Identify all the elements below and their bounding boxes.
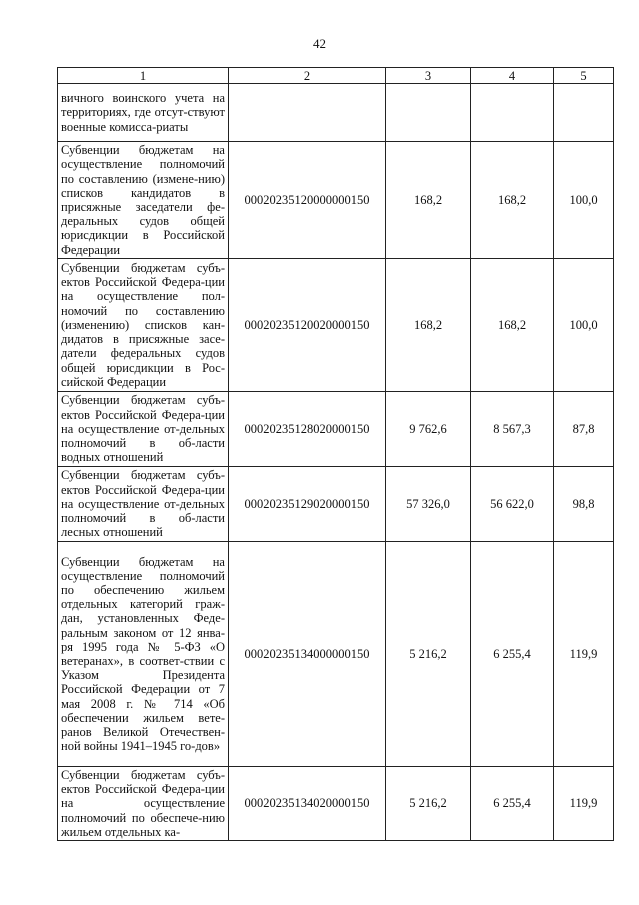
row-name-cell: Субвенции бюджетам субъ-ектов Российской Федера-ции на осуществление от-дельных полномочий в об-ласти водных отношений [58,392,229,467]
row-col4-cell: 56 622,0 [471,467,554,542]
table-row [58,467,614,542]
row-code-cell: 00020235134000000150 [229,542,386,767]
row-col4-cell: 6 255,4 [471,767,554,841]
page-number: 42 [313,36,326,51]
table-row [58,767,614,841]
row-col5-cell: 100,0 [554,142,614,259]
column-header-3: 3 [386,68,471,84]
row-code-cell: 00020235134020000150 [229,767,386,841]
column-header-2: 2 [229,68,386,84]
row-col4-cell: 8 567,3 [471,392,554,467]
table-row [58,259,614,392]
row-col3-cell: 9 762,6 [386,392,471,467]
row-code-cell: 00020235129020000150 [229,467,386,542]
row-col3-cell: 168,2 [386,259,471,392]
table-row [58,84,614,142]
row-col3-cell [386,84,471,142]
row-name-cell: Субвенции бюджетам субъ-ектов Российской Федера-ции на осуществление от-дельных полномочий в об-ласти лесных отношений [58,467,229,542]
row-col3-cell: 5 216,2 [386,542,471,767]
row-code-cell: 00020235120000000150 [229,142,386,259]
column-header-5: 5 [554,68,614,84]
row-col5-cell: 119,9 [554,767,614,841]
table-row [58,392,614,467]
row-col5-cell: 100,0 [554,259,614,392]
row-col5-cell: 87,8 [554,392,614,467]
budget-table [57,67,614,841]
row-col3-cell: 5 216,2 [386,767,471,841]
row-col3-cell: 168,2 [386,142,471,259]
row-col4-cell [471,84,554,142]
table-row [58,542,614,767]
row-name-cell: Субвенции бюджетам на осуществление полномочий по обеспечению жильем отдельных категорий граж-дан, установленных Феде-ральным законом от 12 янва-ря 1995 года № 5-ФЗ «О ветеранах», в соответ-ствии с Указом Президента Российской Федерации от 7 мая 2008 г. № 714 «Об обеспечении жильем вете-ранов Великой Отечествен-ной войны 1941–1945 го-дов» [58,542,229,767]
row-name-cell: Субвенции бюджетам субъ-ектов Российской Федера-ции на осуществление пол-номочий по составлению (изменению) списков кан-дидатов в присяжные засе-датели федеральных судов общей юрисдикции в Рос-сийской Федерации [58,259,229,392]
row-col4-cell: 168,2 [471,259,554,392]
row-name-cell: вичного воинского учета на территориях, где отсут-ствуют военные комисса-риаты [58,84,229,142]
row-code-cell: 00020235120020000150 [229,259,386,392]
row-code-cell [229,84,386,142]
row-col5-cell [554,84,614,142]
table-header-row [58,68,614,84]
table-row [58,142,614,259]
row-code-cell: 00020235128020000150 [229,392,386,467]
row-col3-cell: 57 326,0 [386,467,471,542]
row-col5-cell: 119,9 [554,542,614,767]
column-header-1: 1 [58,68,229,84]
row-name-cell: Субвенции бюджетам на осуществление полномочий по составлению (измене-нию) списков кандидатов в присяжные заседатели фе-деральных судов общей юрисдикции в Российской Федерации [58,142,229,259]
row-col4-cell: 6 255,4 [471,542,554,767]
column-header-4: 4 [471,68,554,84]
row-col4-cell: 168,2 [471,142,554,259]
row-col5-cell: 98,8 [554,467,614,542]
row-name-cell: Субвенции бюджетам субъ-ектов Российской Федера-ции на осуществление полномочий по обеспече-нию жильем отдельных ка- [58,767,229,841]
